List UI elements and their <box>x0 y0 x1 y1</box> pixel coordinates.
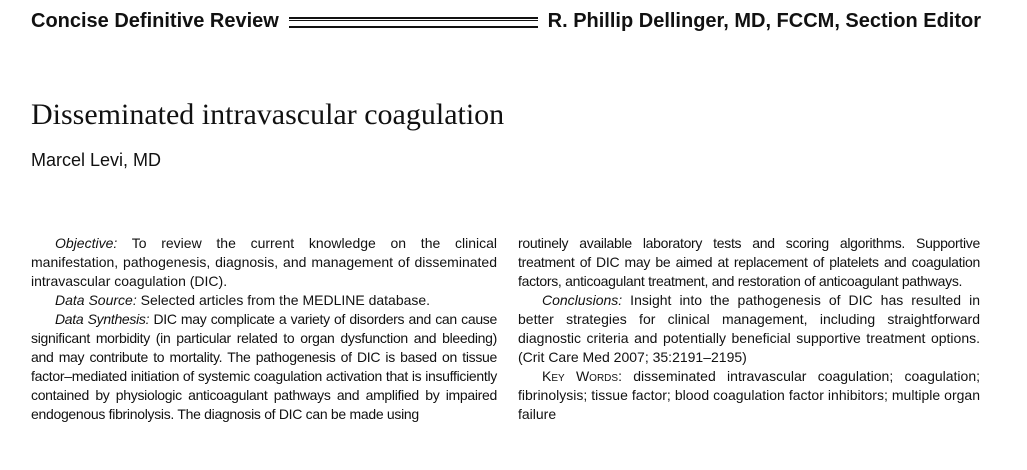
conclusions-text: Insight into the pathogenesis of DIC has resulted in better strategies for clinical management, including straightforward diagnostic criteria and potentially beneficial supportive treatment options. (Crit Care Med 2007; 35:2191–2195) <box>518 292 980 365</box>
section-header <box>31 7 981 35</box>
abstract-left-column <box>31 234 497 424</box>
article-title: Disseminated intravascular coagulation <box>31 98 505 132</box>
abstract-conclusions <box>518 291 980 367</box>
data-source-label: Data Source: <box>55 292 137 308</box>
conclusions-label: Conclusions: <box>542 292 623 308</box>
abstract-data-synthesis-continued: routinely available laboratory tests and scoring algorithms. Supportive treatment of DIC may be aimed at replacement of platelets and coagulation factors, anticoagulant treatment, and restoration of anticoagulant pathways. <box>518 235 980 289</box>
abstract-right-column <box>518 234 980 424</box>
header-rule <box>289 17 538 28</box>
abstract-keywords <box>518 367 980 424</box>
data-source-text: Selected articles from the MEDLINE database. <box>136 292 431 308</box>
objective-label: Objective: <box>55 235 118 251</box>
data-synthesis-label: Data Synthesis: <box>55 311 150 327</box>
data-synthesis-text: DIC may complicate a variety of disorders and can cause significant morbidity (in particular related to organ dysfunction and bleeding) and may contribute to mortality. The pathogenesis of DIC is based on tissue factor–mediated initiation of systemic coagulation activation that is insufficiently contained by physiologic anticoagulant pathways and amplified by impaired endogenous fibrinolysis. The diagnosis of DIC can be made using <box>31 311 497 422</box>
keywords-text: disseminated intravascular coagulation; coagulation; fibrinolysis; tissue factor; blood coagulation factor inhibitors; multiple organ failure <box>518 368 981 422</box>
objective-text: To review the current knowledge on the clinical manifestation, pathogenesis, diagnosis, and management of disseminated intravascular coagulation (DIC). <box>31 235 497 289</box>
abstract-objective <box>31 234 497 291</box>
section-editor: R. Phillip Dellinger, MD, FCCM, Section Editor <box>547 9 981 32</box>
article-author: Marcel Levi, MD <box>31 150 162 170</box>
abstract-data-source <box>31 291 497 310</box>
abstract-data-synthesis <box>31 310 497 424</box>
series-title: Concise Definitive Review <box>31 9 279 32</box>
keywords-label: Key Words: <box>542 368 622 384</box>
